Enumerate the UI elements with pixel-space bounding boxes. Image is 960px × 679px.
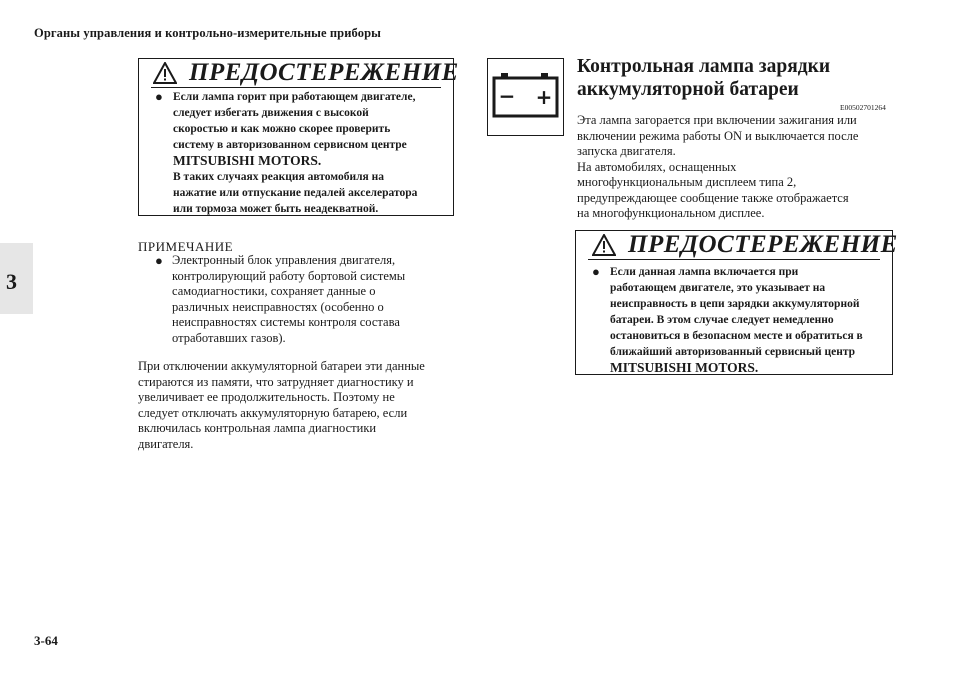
warning-line: нажатие или отпускание педалей акселератора (173, 187, 418, 199)
section-body (577, 113, 858, 222)
warning-header (139, 59, 459, 86)
note-line: Электронный блок управления двигателя, (172, 253, 396, 267)
section-line: На автомобилях, оснащенных (577, 159, 737, 174)
paragraph-line: увеличивает ее продолжительность. Поэтому не (138, 390, 395, 404)
warning-line: Если лампа горит при работающем двигателе, (173, 91, 416, 103)
warning-line: неисправность в цепи зарядки аккумуляторной (610, 298, 860, 310)
paragraph-line: двигателя. (138, 436, 194, 451)
section-code: E00502701264 (840, 103, 886, 112)
section-line: предупреждающее сообщение также отображается (577, 190, 849, 205)
paragraph-line: стираются из памяти, что затрудняет диагностику и (138, 374, 414, 389)
warning-line: В таких случаях реакция автомобиля на (173, 171, 385, 183)
battery-plus-sign: + (535, 85, 553, 109)
warning-line: батареи. В этом случае следует немедленно (610, 314, 834, 326)
section-line: Эта лампа загорается при включении зажигания или (577, 113, 857, 127)
warning-line: остановиться в безопасном месте и обратиться в (610, 330, 863, 342)
battery-icon (488, 59, 563, 135)
note-line: неисправностях системы контроля состава (172, 315, 400, 329)
section-title-line: Контрольная лампа зарядки (577, 56, 831, 77)
warning-body (155, 89, 445, 217)
warning-title: ПРЕДОСТЕРЕЖЕНИЕ (189, 59, 459, 86)
section-line: включении режима работы ON и выключается после (577, 128, 859, 143)
warning-body (592, 264, 884, 376)
note-title: ПРИМЕЧАНИЕ (138, 239, 234, 254)
section-title-line: аккумуляторной батареи (577, 79, 799, 100)
warning-triangle-icon (592, 234, 616, 256)
note-line: самодиагностики, сохраняет данные о (172, 284, 376, 298)
warning-line: MITSUBISHI MOTORS. (610, 360, 759, 375)
section-title (577, 55, 830, 101)
note-body (155, 253, 406, 346)
warning-header (576, 231, 898, 258)
warning-box-engine (138, 58, 459, 216)
body-paragraph (138, 359, 425, 452)
warning-title: ПРЕДОСТЕРЕЖЕНИЕ (628, 231, 898, 258)
battery-minus-sign: − (498, 84, 516, 108)
warning-line: Если данная лампа включается при (610, 266, 799, 278)
section-line: на многофункциональном дисплее. (577, 206, 765, 220)
warning-triangle-icon (153, 62, 177, 84)
section-line: запуска двигателя. (577, 144, 676, 158)
warning-line: ближайший авторизованный сервисный центр (610, 346, 856, 358)
section-line: многофункциональным дисплеем типа 2, (577, 175, 797, 189)
page-number: 3-64 (34, 633, 58, 648)
paragraph-line: При отключении аккумуляторной батареи эти данные (138, 359, 425, 373)
warning-line: или тормоза может быть неадекватной. (173, 203, 379, 215)
warning-divider (151, 87, 441, 88)
paragraph-line: включилась контрольная лампа диагностики (138, 421, 377, 435)
warning-line: систему в авторизованном сервисном центре (173, 139, 407, 151)
note-line: различных неисправностях (особенно о (172, 299, 384, 314)
warning-line: скоростью и как можно скорее проверить (173, 123, 391, 135)
warning-divider (588, 259, 880, 260)
chapter-number: 3 (6, 269, 17, 294)
warning-line: следует избегать движения с высокой (173, 107, 369, 119)
battery-indicator-box (487, 58, 564, 136)
page-header-title: Органы управления и контрольно-измерительные приборы (34, 26, 381, 40)
paragraph-line: следует отключать аккумуляторную батарею, если (138, 405, 408, 420)
note-line: отработавших газов). (172, 330, 286, 345)
warning-box-battery (575, 230, 898, 375)
bullet-icon: ● (592, 264, 600, 279)
bullet-icon: ● (155, 253, 163, 268)
warning-line: работающем двигателе, это указывает на (610, 282, 826, 294)
bullet-icon: ● (155, 89, 163, 104)
warning-line: MITSUBISHI MOTORS. (173, 153, 322, 168)
note-line: контролирующий работу бортовой системы (172, 268, 406, 283)
chapter-tab (0, 243, 33, 314)
